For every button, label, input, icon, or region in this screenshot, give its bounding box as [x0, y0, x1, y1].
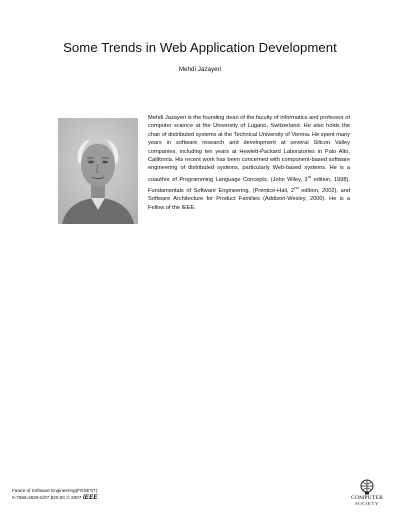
- bio-sup-1: rd: [307, 173, 312, 179]
- bio-text-2: edition, 1998), Fundamentals of Software Engineering, (Prentice-Hall, 2: [148, 176, 351, 194]
- computer-society-emblem-icon: [360, 479, 374, 495]
- ieee-logo: IEEE: [82, 494, 98, 501]
- paper-title: Some Trends in Web Application Development: [63, 40, 337, 55]
- bio-text-1: Mehdi Jazayeri is the founding dean of the faculty of informatics and professor of computer science at the University of Lugano, Switzerland. He also holds the chair of distributed systems at the Technical University of Vienna. He spent many years in software research and development at several Silicon Valley companies, including ten years at Hewlett-Packard Laboratories in Palo Alto, California. His recent work has been concerned with component-based software engineering of distributed systems, particularly Web-based systems. He is a coauthor of Programming Language Concepts, (John Wiley, 3: [148, 115, 350, 183]
- footer-isbn: 0-7695-2829-5/07 $20.00 © 2007: [12, 494, 82, 500]
- author-photo: [58, 118, 138, 224]
- bio-text-3: edition, 2002), and Software Architecture for Product Families (Addison-Wesley, 2000). He is a Fellow of the IEEE.: [148, 188, 350, 211]
- footer-conference: Future of Software Engineering(FOSE'07): [12, 488, 98, 493]
- author-bio: [148, 114, 350, 212]
- footer-citation: [12, 488, 98, 502]
- logo-text-computer: COMPUTER: [350, 495, 384, 501]
- computer-society-logo: [342, 479, 392, 511]
- logo-text-society: SOCIETY: [355, 501, 379, 506]
- author-name: Mehdi Jazayeri: [178, 66, 222, 73]
- bio-sup-2: nd: [294, 185, 299, 191]
- footer-copyright-line: [12, 495, 98, 502]
